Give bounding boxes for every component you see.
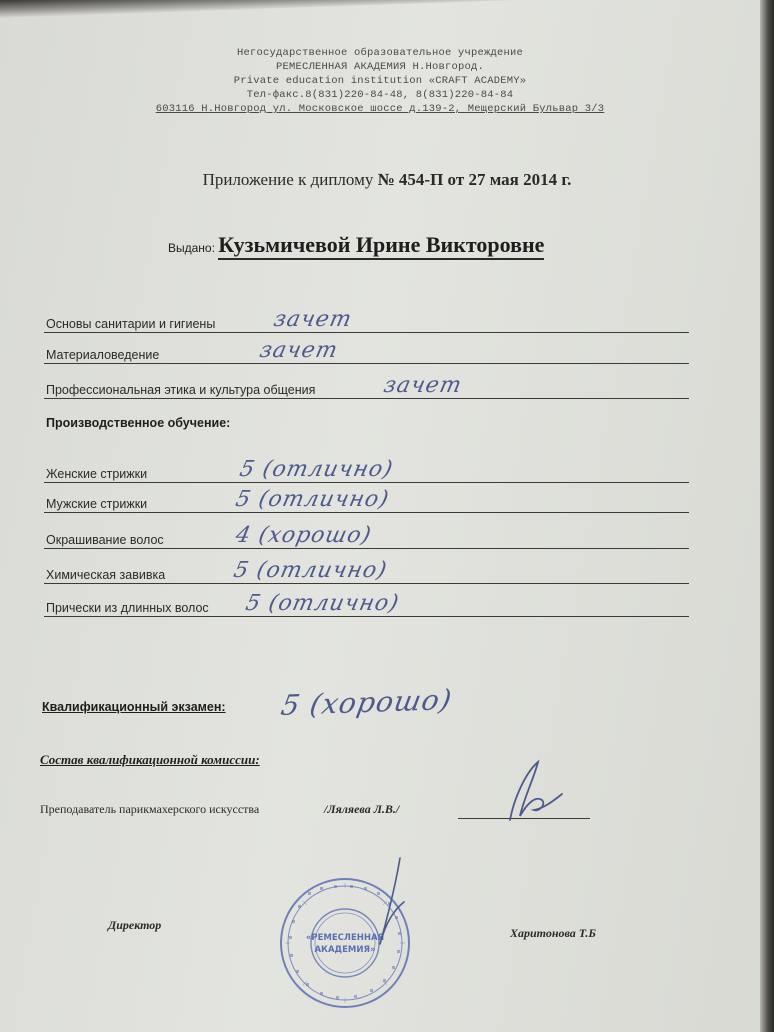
subject-label: Основы санитарии и гигиены xyxy=(46,317,216,331)
issued-colon: : xyxy=(211,241,219,255)
director-signature xyxy=(360,852,420,952)
subject-row xyxy=(44,338,689,364)
practical-heading: Производственное обучение: xyxy=(46,416,231,430)
practical-row xyxy=(44,457,689,483)
qualification-exam-grade: 5 (хорошо) xyxy=(278,683,455,722)
stamp-text-2: АКАДЕМИЯ» xyxy=(314,945,376,955)
practical-grade: 5 (отлично) xyxy=(233,487,392,512)
practical-label: Мужские стрижки xyxy=(46,497,148,511)
letterhead-line-3: Private education institution «CRAFT ACADEMY» xyxy=(233,75,527,87)
recipient-name: Кузьмичевой Ирине Викторовне xyxy=(218,232,544,260)
teacher-signature xyxy=(490,758,570,828)
practical-row xyxy=(44,591,689,617)
subject-row xyxy=(44,307,689,333)
practical-row xyxy=(44,558,689,584)
teacher-label: Преподаватель парикмахерского искусства xyxy=(40,802,260,816)
teacher-name: /Ляляева Л.В./ xyxy=(324,802,400,816)
issued-to xyxy=(168,232,544,258)
issued-label: Выдано xyxy=(168,241,212,255)
subject-label: Профессиональная этика и культура общения xyxy=(46,383,316,397)
title-prefix: Приложение к диплому xyxy=(202,170,378,189)
stamp-text-1: «РЕМЕСЛЕННАЯ xyxy=(305,933,385,943)
practical-grade: 4 (хорошо) xyxy=(233,523,374,548)
qualification-exam-label: Квалификационный экзамен: xyxy=(42,700,226,714)
page-right-edge xyxy=(760,0,774,1032)
director-name: Харитонова Т.Б xyxy=(510,926,596,940)
director-label: Директор xyxy=(108,918,162,932)
subject-grade: зачет xyxy=(381,373,465,398)
practical-label: Женские стрижки xyxy=(46,467,148,481)
letterhead-line-2: РЕМЕСЛЕННАЯ АКАДЕМИЯ Н.Новгород. xyxy=(275,61,485,73)
practical-row xyxy=(44,487,689,513)
diploma-number: № 454-П от 27 мая 2014 г. xyxy=(377,170,572,189)
practical-grade: 5 (отлично) xyxy=(237,457,396,482)
practical-row xyxy=(44,523,689,549)
document-title xyxy=(0,170,774,190)
letterhead-line-4: Тел-факс.8(831)220-84-48, 8(831)220-84-84 xyxy=(246,89,514,101)
letterhead xyxy=(110,46,650,116)
letterhead-line-5: 603116 Н.Новгород ул. Московское шоссе д.139-2, Мещерский Бульвар 3/3 xyxy=(155,103,605,115)
commission-heading: Состав квалификационной комиссии: xyxy=(40,752,260,767)
practical-grade: 5 (отлично) xyxy=(231,558,390,583)
subject-grade: зачет xyxy=(257,338,341,363)
letterhead-line-1: Негосударственное образовательное учреждение xyxy=(236,47,524,59)
page-top-shadow xyxy=(0,0,774,18)
subject-grade: зачет xyxy=(271,307,355,332)
practical-grade: 5 (отлично) xyxy=(243,591,402,616)
practical-label: Прически из длинных волос xyxy=(46,601,209,615)
practical-label: Химическая завивка xyxy=(46,568,166,582)
subject-label: Материаловедение xyxy=(46,348,160,362)
subject-row xyxy=(44,373,689,399)
practical-label: Окрашивание волос xyxy=(46,533,164,547)
